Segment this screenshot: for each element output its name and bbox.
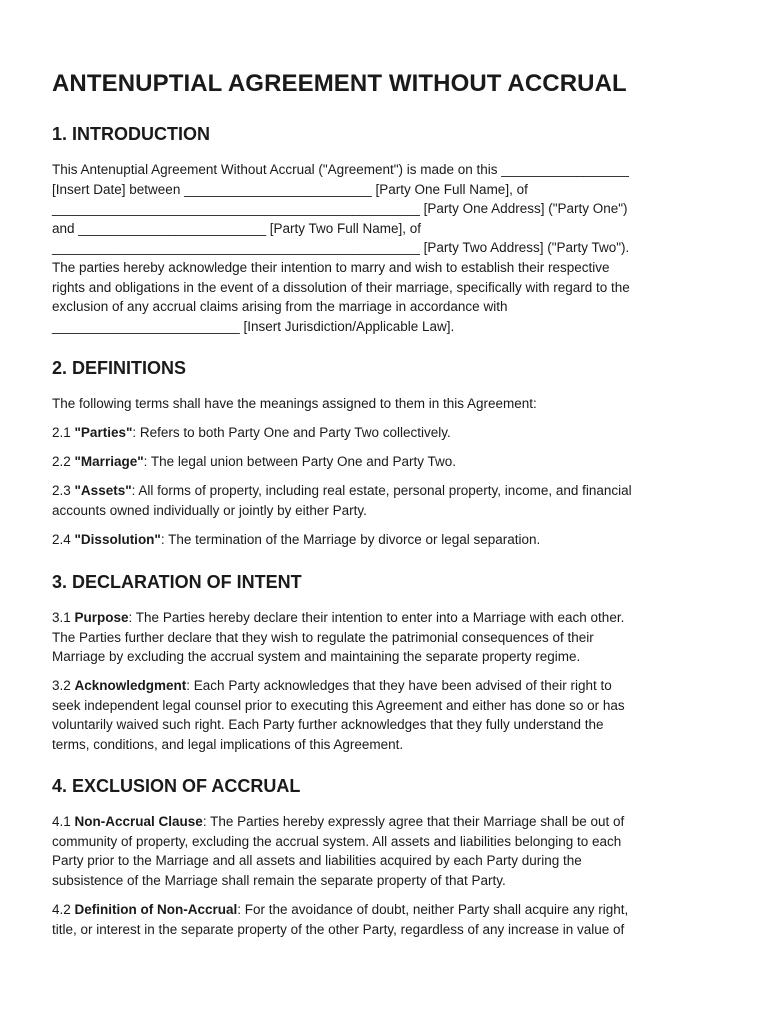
- text-line: The parties hereby acknowledge their intention to marry and wish to establish their respective: [52, 259, 610, 275]
- text-line: voluntarily waived such right. Each Party further acknowledges that they fully understand the: [52, 717, 604, 733]
- definition-item: [52, 481, 720, 520]
- clause-term: Purpose: [74, 610, 129, 625]
- definition-number: 2.1: [52, 425, 75, 440]
- definition-number: 2.3: [52, 483, 75, 498]
- definition-term: "Marriage": [74, 454, 144, 469]
- clause-number: 4.1: [52, 814, 75, 829]
- text-line: seek independent legal counsel prior to executing this Agreement and either has done so or has: [52, 697, 625, 713]
- clause-number: 4.2: [52, 902, 75, 917]
- section-heading-exclusion-of-accrual: 4. EXCLUSION OF ACCRUAL: [52, 776, 301, 796]
- clause-text: : The Parties hereby expressly agree that their Marriage shall be out of: [202, 814, 625, 829]
- clause-text: : The Parties hereby declare their intention to enter into a Marriage with each other.: [128, 610, 625, 625]
- section-heading-declaration-of-intent: 3. DECLARATION OF INTENT: [52, 572, 302, 592]
- document-title: ANTENUPTIAL AGREEMENT WITHOUT ACCRUAL: [52, 70, 627, 97]
- clause-term: Definition of Non-Accrual: [74, 902, 238, 917]
- text-line: _________________________________________________ [Party Two Address] ("Party Two").: [52, 240, 630, 256]
- section-heading-introduction: 1. INTRODUCTION: [52, 124, 211, 144]
- text-line: rights and obligations in the event of a dissolution of their marriage, specifically with regard to the: [52, 279, 630, 295]
- clause-number: 3.1: [52, 610, 75, 625]
- definition-item: [52, 423, 720, 443]
- clause-acknowledgment: [52, 676, 720, 754]
- text-line: Party prior to the Marriage and all assets and liabilities acquired by each Party during the: [52, 853, 582, 869]
- definition-number: 2.2: [52, 454, 75, 469]
- text-line: _________________________ [Insert Jurisdiction/Applicable Law].: [52, 318, 455, 334]
- clause-non-accrual: [52, 812, 720, 890]
- clause-text: : Each Party acknowledges that they have been advised of their right to: [186, 678, 612, 693]
- text-line: Marriage by excluding the accrual system and maintaining the separate property regime.: [52, 649, 581, 665]
- text-line: and _________________________ [Party Two Full Name], of: [52, 220, 422, 236]
- definition-text: : Refers to both Party One and Party Two collectively.: [132, 425, 451, 440]
- clause-number: 3.2: [52, 678, 75, 693]
- introduction-paragraph: [52, 160, 720, 336]
- definition-item: [52, 452, 720, 472]
- section-heading-definitions: 2. DEFINITIONS: [52, 358, 187, 378]
- clause-term: Acknowledgment: [74, 678, 187, 693]
- text-line: title, or interest in the separate property of the other Party, regardless of any increase in value of: [52, 921, 625, 937]
- definition-text-continued: accounts owned individually or jointly by either Party.: [52, 502, 367, 518]
- clause-definition-of-non-accrual: [52, 900, 720, 939]
- definition-number: 2.4: [52, 532, 75, 547]
- definition-item: [52, 530, 720, 550]
- text-line: This Antenuptial Agreement Without Accrual ("Agreement") is made on this _________________: [52, 162, 629, 177]
- definition-text: : All forms of property, including real estate, personal property, income, and financial: [131, 483, 632, 498]
- text-line: _________________________________________________ [Party One Address] ("Party One"): [52, 201, 628, 217]
- text-line: subsistence of the Marriage shall remain the separate property of that Party.: [52, 872, 506, 888]
- clause-purpose: [52, 608, 720, 667]
- text-line: [Insert Date] between _________________________ [Party One Full Name], of: [52, 181, 528, 197]
- text-line: terms, conditions, and legal implications of this Agreement.: [52, 736, 404, 752]
- definition-text: : The termination of the Marriage by divorce or legal separation.: [160, 532, 541, 547]
- definitions-intro: The following terms shall have the meanings assigned to them in this Agreement:: [52, 396, 537, 411]
- definition-term: "Assets": [74, 483, 132, 498]
- definition-text: : The legal union between Party One and Party Two.: [143, 454, 457, 469]
- text-line: exclusion of any accrual claims arising from the marriage in accordance with: [52, 299, 508, 315]
- clause-text: : For the avoidance of doubt, neither Party shall acquire any right,: [237, 902, 629, 917]
- clause-term: Non-Accrual Clause: [74, 814, 203, 829]
- text-line: community of property, excluding the accrual system. All assets and liabilities belonging to each: [52, 833, 622, 849]
- definition-term: "Dissolution": [74, 532, 161, 547]
- definition-term: "Parties": [74, 425, 133, 440]
- text-line: The Parties further declare that they wish to regulate the patrimonial consequences of their: [52, 629, 594, 645]
